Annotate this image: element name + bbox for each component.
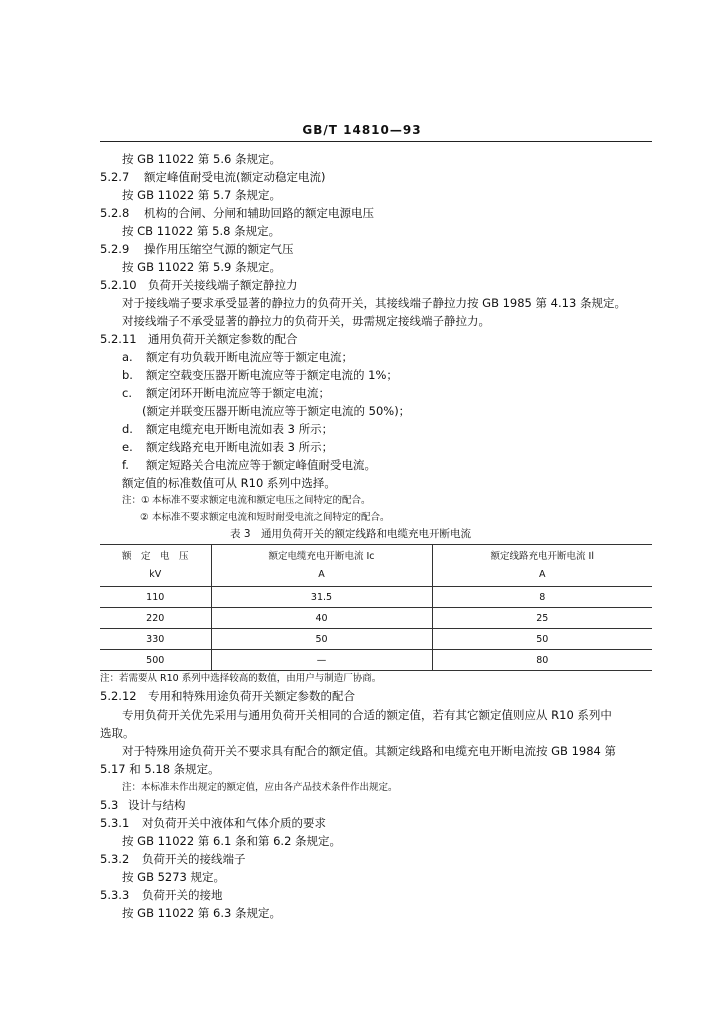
clause-text: 选取。	[100, 726, 135, 740]
section-heading-5-3: 5.3 设计与结构	[100, 798, 186, 812]
list-item-d: d. 额定电缆充电开断电流如表 3 所示；	[122, 422, 334, 436]
table-cell: 220	[100, 608, 211, 629]
clause-text: 5.17 和 5.18 条规定。	[100, 762, 220, 776]
table-row	[100, 608, 652, 629]
list-item-e: e. 额定线路充电开断电流如表 3 所示；	[122, 440, 334, 454]
table-cell: 31.5	[211, 587, 432, 608]
table-cell: 25	[432, 608, 652, 629]
header-rule	[100, 141, 652, 142]
clause-heading-5-2-10: 5.2.10 负荷开关接线端子额定静拉力	[100, 278, 298, 292]
table-header-cell: 额定线路充电开断电流 Il A	[432, 545, 652, 587]
table-cell: 500	[100, 650, 211, 671]
table-row	[100, 629, 652, 650]
clause-heading-5-2-11: 5.2.11 通用负荷开关额定参数的配合	[100, 332, 298, 346]
table-cell: 80	[432, 650, 652, 671]
table-cell: 330	[100, 629, 211, 650]
clause-text: 按 CB 11022 第 5.8 条规定。	[122, 224, 281, 238]
list-item-b: b. 额定空载变压器开断电流应等于额定电流的 1%；	[122, 368, 398, 382]
list-item-a: a. 额定有功负载开断电流应等于额定电流；	[122, 350, 353, 364]
table-cell: 40	[211, 608, 432, 629]
table-row	[100, 650, 652, 671]
note-2: ② 本标准不要求额定电流和短时耐受电流之间特定的配合。	[140, 512, 390, 523]
table-cell: 50	[432, 629, 652, 650]
table-header-cell: 额 定 电 压 kV	[100, 545, 211, 587]
table-cell: 8	[432, 587, 652, 608]
clause-text: 按 GB 11022 第 6.3 条规定。	[122, 906, 281, 920]
clause-heading-5-3-2: 5.3.2 负荷开关的接线端子	[100, 852, 246, 866]
table-row	[100, 587, 652, 608]
note-1: 注：① 本标准不要求额定电流和额定电压之间特定的配合。	[122, 495, 371, 506]
clause-text: 对于特殊用途负荷开关不要求具有配合的额定值。其额定线路和电缆充电开断电流按 GB 1984 第	[122, 744, 617, 758]
page-header-title: GB/T 14810—93	[302, 123, 422, 137]
list-item-c-note: (额定并联变压器开断电流应等于额定电流的 50%)；	[142, 404, 411, 418]
clause-text: 专用负荷开关优先采用与通用负荷开关相同的合适的额定值，若有其它额定值则应从 R10 系列中	[122, 708, 612, 722]
clause-text: 按 GB 5273 规定。	[122, 870, 226, 884]
note: 注：本标准未作出规定的额定值，应由各产品技术条件作出规定。	[122, 782, 398, 793]
clause-heading-5-2-8: 5.2.8 机构的合闸、分闸和辅助回路的额定电源电压	[100, 206, 374, 220]
list-item-f: f. 额定短路关合电流应等于额定峰值耐受电流。	[122, 458, 376, 472]
table-cell: 50	[211, 629, 432, 650]
table-header-row	[100, 545, 652, 587]
clause-text: 按 GB 11022 第 6.1 条和第 6.2 条规定。	[122, 834, 342, 848]
table-cell: —	[211, 650, 432, 671]
table-3	[100, 544, 652, 671]
clause-text: 按 GB 11022 第 5.9 条规定。	[122, 260, 281, 274]
clause-heading-5-3-1: 5.3.1 对负荷开关中液体和气体介质的要求	[100, 816, 326, 830]
clause-heading-5-2-7: 5.2.7 额定峰值耐受电流(额定动稳定电流)	[100, 170, 326, 184]
list-item-c: c. 额定闭环开断电流应等于额定电流；	[122, 386, 330, 400]
clause-heading-5-2-9: 5.2.9 操作用压缩空气源的额定气压	[100, 242, 294, 256]
clause-heading-5-3-3: 5.3.3 负荷开关的接地	[100, 888, 223, 902]
clause-text: 按 GB 11022 第 5.7 条规定。	[122, 188, 281, 202]
table-caption: 表 3 通用负荷开关的额定线路和电缆充电开断电流	[230, 528, 472, 540]
clause-heading-5-2-12: 5.2.12 专用和特殊用途负荷开关额定参数的配合	[100, 689, 355, 703]
clause-text: 额定值的标准数值可从 R10 系列中选择。	[122, 476, 336, 490]
clause-text: 对于接线端子要求承受显著的静拉力的负荷开关，其接线端子静拉力按 GB 1985 第 4.13 条规定。	[122, 296, 626, 310]
table-cell: 110	[100, 587, 211, 608]
table-header-cell: 额定电缆充电开断电流 Ic A	[211, 545, 432, 587]
table-note: 注：若需要从 R10 系列中选择较高的数值，由用户与制造厂协商。	[100, 673, 382, 684]
clause-text: 对接线端子不承受显著的静拉力的负荷开关，毋需规定接线端子静拉力。	[122, 314, 490, 328]
clause-text: 按 GB 11022 第 5.6 条规定。	[122, 152, 281, 166]
